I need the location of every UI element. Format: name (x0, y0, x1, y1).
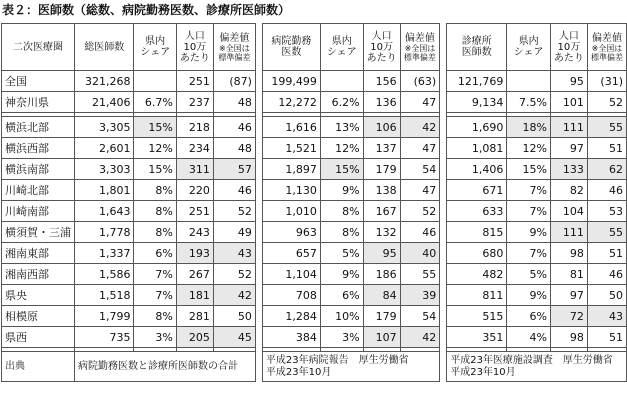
total-dev-cell: 49 (213, 222, 255, 243)
header-clinic-per100k: 人口 10万 あたり (550, 24, 587, 71)
table-row (2, 92, 627, 113)
clinic-per100k-cell: 97 (550, 138, 587, 159)
clinic-share-cell: 7.5% (507, 92, 551, 113)
total-share-cell: 8% (134, 180, 176, 201)
hospital-share-cell: 9% (320, 180, 363, 201)
clinic-count-cell: 811 (447, 285, 507, 306)
total-count-cell: 1,643 (75, 201, 134, 222)
total-dev-cell: 46 (213, 117, 255, 138)
source-label: 出典 (2, 352, 75, 382)
clinic-dev-cell: 51 (587, 138, 626, 159)
clinic-count-cell: 515 (447, 306, 507, 327)
area-name: 川崎北部 (2, 180, 75, 201)
hospital-per100k-cell: 138 (363, 180, 400, 201)
clinic-dev-cell: 50 (587, 285, 626, 306)
clinic-share-cell: 12% (507, 138, 551, 159)
total-share-cell: 6.7% (134, 92, 176, 113)
hospital-per100k-cell: 156 (363, 71, 400, 92)
hospital-dev-cell: 42 (400, 117, 440, 138)
clinic-dev-cell: 53 (587, 201, 626, 222)
source-hospital: 平成23年病院報告 厚生労働省 平成23年10月 (262, 352, 439, 382)
clinic-per100k-cell: 111 (550, 222, 587, 243)
source-row (2, 352, 627, 382)
clinic-count-cell: 1,406 (447, 159, 507, 180)
total-count-cell: 21,406 (75, 92, 134, 113)
total-count-cell: 3,303 (75, 159, 134, 180)
hospital-share-cell: 8% (320, 222, 363, 243)
hospital-count-cell: 1,104 (262, 264, 320, 285)
area-name: 全国 (2, 71, 75, 92)
clinic-per100k-cell: 98 (550, 243, 587, 264)
header-row (2, 24, 627, 71)
total-dev-cell: 52 (213, 201, 255, 222)
clinic-dev-cell: 46 (587, 264, 626, 285)
clinic-count-cell: 671 (447, 180, 507, 201)
header-hospital-per100k: 人口 10万 あたり (363, 24, 400, 71)
hospital-dev-cell: 47 (400, 138, 440, 159)
total-per100k-cell: 220 (176, 180, 213, 201)
total-dev-cell: 50 (213, 306, 255, 327)
clinic-share-cell: 7% (507, 201, 551, 222)
total-dev-cell: 57 (213, 159, 255, 180)
clinic-share-cell: 9% (507, 222, 551, 243)
header-hospital-share: 県内 シェア (320, 24, 363, 71)
table-row (2, 306, 627, 327)
total-per100k-cell: 251 (176, 71, 213, 92)
total-per100k-cell: 237 (176, 92, 213, 113)
total-dev-cell: 52 (213, 264, 255, 285)
physician-table (1, 23, 627, 382)
table-row (2, 180, 627, 201)
total-share-cell: 7% (134, 285, 176, 306)
table-row (2, 243, 627, 264)
clinic-share-cell: 7% (507, 243, 551, 264)
total-dev-cell: (87) (213, 71, 255, 92)
hospital-share-cell: 3% (320, 327, 363, 348)
total-per100k-cell: 281 (176, 306, 213, 327)
clinic-share-cell: 6% (507, 306, 551, 327)
area-name: 相模原 (2, 306, 75, 327)
total-count-cell: 3,305 (75, 117, 134, 138)
clinic-per100k-cell: 111 (550, 117, 587, 138)
clinic-per100k-cell: 72 (550, 306, 587, 327)
total-share-cell: 15% (134, 159, 176, 180)
header-total-share: 県内 シェア (134, 24, 176, 71)
hospital-per100k-cell: 186 (363, 264, 400, 285)
header-clinic-dev: 偏差値 ※全国は 標準偏差 (587, 24, 626, 71)
clinic-dev-cell: 51 (587, 327, 626, 348)
hospital-count-cell: 199,499 (262, 71, 320, 92)
total-per100k-cell: 243 (176, 222, 213, 243)
clinic-per100k-cell: 81 (550, 264, 587, 285)
source-total: 病院勤務医数と診療所医師数の合計 (75, 352, 256, 382)
total-share-cell: 8% (134, 222, 176, 243)
total-share-cell: 3% (134, 327, 176, 348)
hospital-per100k-cell: 95 (363, 243, 400, 264)
total-dev-cell: 42 (213, 285, 255, 306)
table-row (2, 159, 627, 180)
table-row (2, 71, 627, 92)
total-count-cell: 735 (75, 327, 134, 348)
header-clinic-share: 県内 シェア (507, 24, 551, 71)
total-per100k-cell: 267 (176, 264, 213, 285)
source-clinic: 平成23年医療施設調査 厚生労働省 平成23年10月 (447, 352, 627, 382)
hospital-count-cell: 708 (262, 285, 320, 306)
clinic-per100k-cell: 97 (550, 285, 587, 306)
clinic-share-cell: 5% (507, 264, 551, 285)
total-per100k-cell: 251 (176, 201, 213, 222)
total-dev-cell: 43 (213, 243, 255, 264)
hospital-count-cell: 384 (262, 327, 320, 348)
area-name: 横浜北部 (2, 117, 75, 138)
clinic-share-cell: 4% (507, 327, 551, 348)
total-share-cell (134, 71, 176, 92)
clinic-dev-cell: (31) (587, 71, 626, 92)
clinic-count-cell: 633 (447, 201, 507, 222)
hospital-per100k-cell: 179 (363, 306, 400, 327)
total-dev-cell: 46 (213, 180, 255, 201)
hospital-dev-cell: 42 (400, 327, 440, 348)
hospital-per100k-cell: 136 (363, 92, 400, 113)
hospital-dev-cell: 54 (400, 306, 440, 327)
area-name: 神奈川県 (2, 92, 75, 113)
clinic-count-cell: 482 (447, 264, 507, 285)
total-per100k-cell: 193 (176, 243, 213, 264)
hospital-per100k-cell: 84 (363, 285, 400, 306)
clinic-count-cell: 1,081 (447, 138, 507, 159)
hospital-share-cell: 10% (320, 306, 363, 327)
hospital-count-cell: 1,897 (262, 159, 320, 180)
table-body (2, 24, 627, 382)
header-total-dev: 偏差値 ※全国は 標準偏差 (213, 24, 255, 71)
area-name: 県西 (2, 327, 75, 348)
hospital-dev-cell: 52 (400, 201, 440, 222)
clinic-dev-cell: 52 (587, 92, 626, 113)
hospital-share-cell: 12% (320, 138, 363, 159)
total-share-cell: 15% (134, 117, 176, 138)
total-dev-cell: 45 (213, 327, 255, 348)
hospital-dev-cell: 39 (400, 285, 440, 306)
clinic-per100k-cell: 133 (550, 159, 587, 180)
clinic-count-cell: 9,134 (447, 92, 507, 113)
hospital-share-cell: 8% (320, 201, 363, 222)
header-area: 二次医療圏 (2, 24, 75, 71)
hospital-dev-cell: 54 (400, 159, 440, 180)
hospital-dev-cell: (63) (400, 71, 440, 92)
clinic-per100k-cell: 101 (550, 92, 587, 113)
header-hospital-dev: 偏差値 ※全国は 標準偏差 (400, 24, 440, 71)
clinic-count-cell: 680 (447, 243, 507, 264)
total-count-cell: 321,268 (75, 71, 134, 92)
table-row (2, 201, 627, 222)
clinic-dev-cell: 62 (587, 159, 626, 180)
header-total-per100k: 人口 10万 あたり (176, 24, 213, 71)
hospital-per100k-cell: 132 (363, 222, 400, 243)
hospital-dev-cell: 47 (400, 180, 440, 201)
table-row (2, 285, 627, 306)
hospital-per100k-cell: 179 (363, 159, 400, 180)
header-hospital: 病院勤務 医数 (262, 24, 320, 71)
clinic-share-cell (507, 71, 551, 92)
total-count-cell: 2,601 (75, 138, 134, 159)
clinic-dev-cell: 51 (587, 243, 626, 264)
hospital-per100k-cell: 137 (363, 138, 400, 159)
total-share-cell: 12% (134, 138, 176, 159)
hospital-dev-cell: 46 (400, 222, 440, 243)
total-count-cell: 1,801 (75, 180, 134, 201)
area-name: 横浜南部 (2, 159, 75, 180)
hospital-share-cell: 13% (320, 117, 363, 138)
total-per100k-cell: 311 (176, 159, 213, 180)
clinic-count-cell: 351 (447, 327, 507, 348)
table-row (2, 138, 627, 159)
clinic-per100k-cell: 95 (550, 71, 587, 92)
clinic-count-cell: 815 (447, 222, 507, 243)
clinic-per100k-cell: 82 (550, 180, 587, 201)
table-row (2, 327, 627, 348)
hospital-count-cell: 12,272 (262, 92, 320, 113)
hospital-count-cell: 1,284 (262, 306, 320, 327)
table-row (2, 117, 627, 138)
hospital-share-cell: 9% (320, 264, 363, 285)
total-share-cell: 8% (134, 306, 176, 327)
hospital-per100k-cell: 107 (363, 327, 400, 348)
area-name: 横浜西部 (2, 138, 75, 159)
hospital-dev-cell: 47 (400, 92, 440, 113)
table-row (2, 264, 627, 285)
area-name: 横須賀・三浦 (2, 222, 75, 243)
total-per100k-cell: 218 (176, 117, 213, 138)
total-share-cell: 7% (134, 264, 176, 285)
clinic-share-cell: 7% (507, 180, 551, 201)
hospital-count-cell: 1,616 (262, 117, 320, 138)
hospital-per100k-cell: 167 (363, 201, 400, 222)
hospital-share-cell (320, 71, 363, 92)
clinic-share-cell: 18% (507, 117, 551, 138)
total-count-cell: 1,799 (75, 306, 134, 327)
area-name: 湘南東部 (2, 243, 75, 264)
total-dev-cell: 48 (213, 92, 255, 113)
hospital-share-cell: 15% (320, 159, 363, 180)
hospital-share-cell: 6% (320, 285, 363, 306)
hospital-dev-cell: 55 (400, 264, 440, 285)
clinic-per100k-cell: 104 (550, 201, 587, 222)
clinic-dev-cell: 55 (587, 117, 626, 138)
area-name: 県央 (2, 285, 75, 306)
total-count-cell: 1,518 (75, 285, 134, 306)
area-name: 湘南西部 (2, 264, 75, 285)
header-total: 総医師数 (75, 24, 134, 71)
hospital-dev-cell: 40 (400, 243, 440, 264)
hospital-per100k-cell: 106 (363, 117, 400, 138)
total-share-cell: 6% (134, 243, 176, 264)
clinic-count-cell: 1,690 (447, 117, 507, 138)
total-count-cell: 1,778 (75, 222, 134, 243)
clinic-share-cell: 15% (507, 159, 551, 180)
total-count-cell: 1,337 (75, 243, 134, 264)
header-clinic: 診療所 医師数 (447, 24, 507, 71)
hospital-count-cell: 1,010 (262, 201, 320, 222)
total-per100k-cell: 234 (176, 138, 213, 159)
clinic-dev-cell: 46 (587, 180, 626, 201)
clinic-count-cell: 121,769 (447, 71, 507, 92)
hospital-share-cell: 5% (320, 243, 363, 264)
area-name: 川崎南部 (2, 201, 75, 222)
total-per100k-cell: 181 (176, 285, 213, 306)
clinic-per100k-cell: 98 (550, 327, 587, 348)
clinic-share-cell: 9% (507, 285, 551, 306)
total-per100k-cell: 205 (176, 327, 213, 348)
hospital-count-cell: 1,130 (262, 180, 320, 201)
hospital-count-cell: 657 (262, 243, 320, 264)
table-row (2, 222, 627, 243)
clinic-dev-cell: 55 (587, 222, 626, 243)
clinic-dev-cell: 43 (587, 306, 626, 327)
hospital-share-cell: 6.2% (320, 92, 363, 113)
hospital-count-cell: 963 (262, 222, 320, 243)
total-count-cell: 1,586 (75, 264, 134, 285)
hospital-count-cell: 1,521 (262, 138, 320, 159)
total-share-cell: 8% (134, 201, 176, 222)
table-title: 表２：医師数（総数、病院勤務医数、診療所医師数） (2, 3, 291, 17)
total-dev-cell: 48 (213, 138, 255, 159)
